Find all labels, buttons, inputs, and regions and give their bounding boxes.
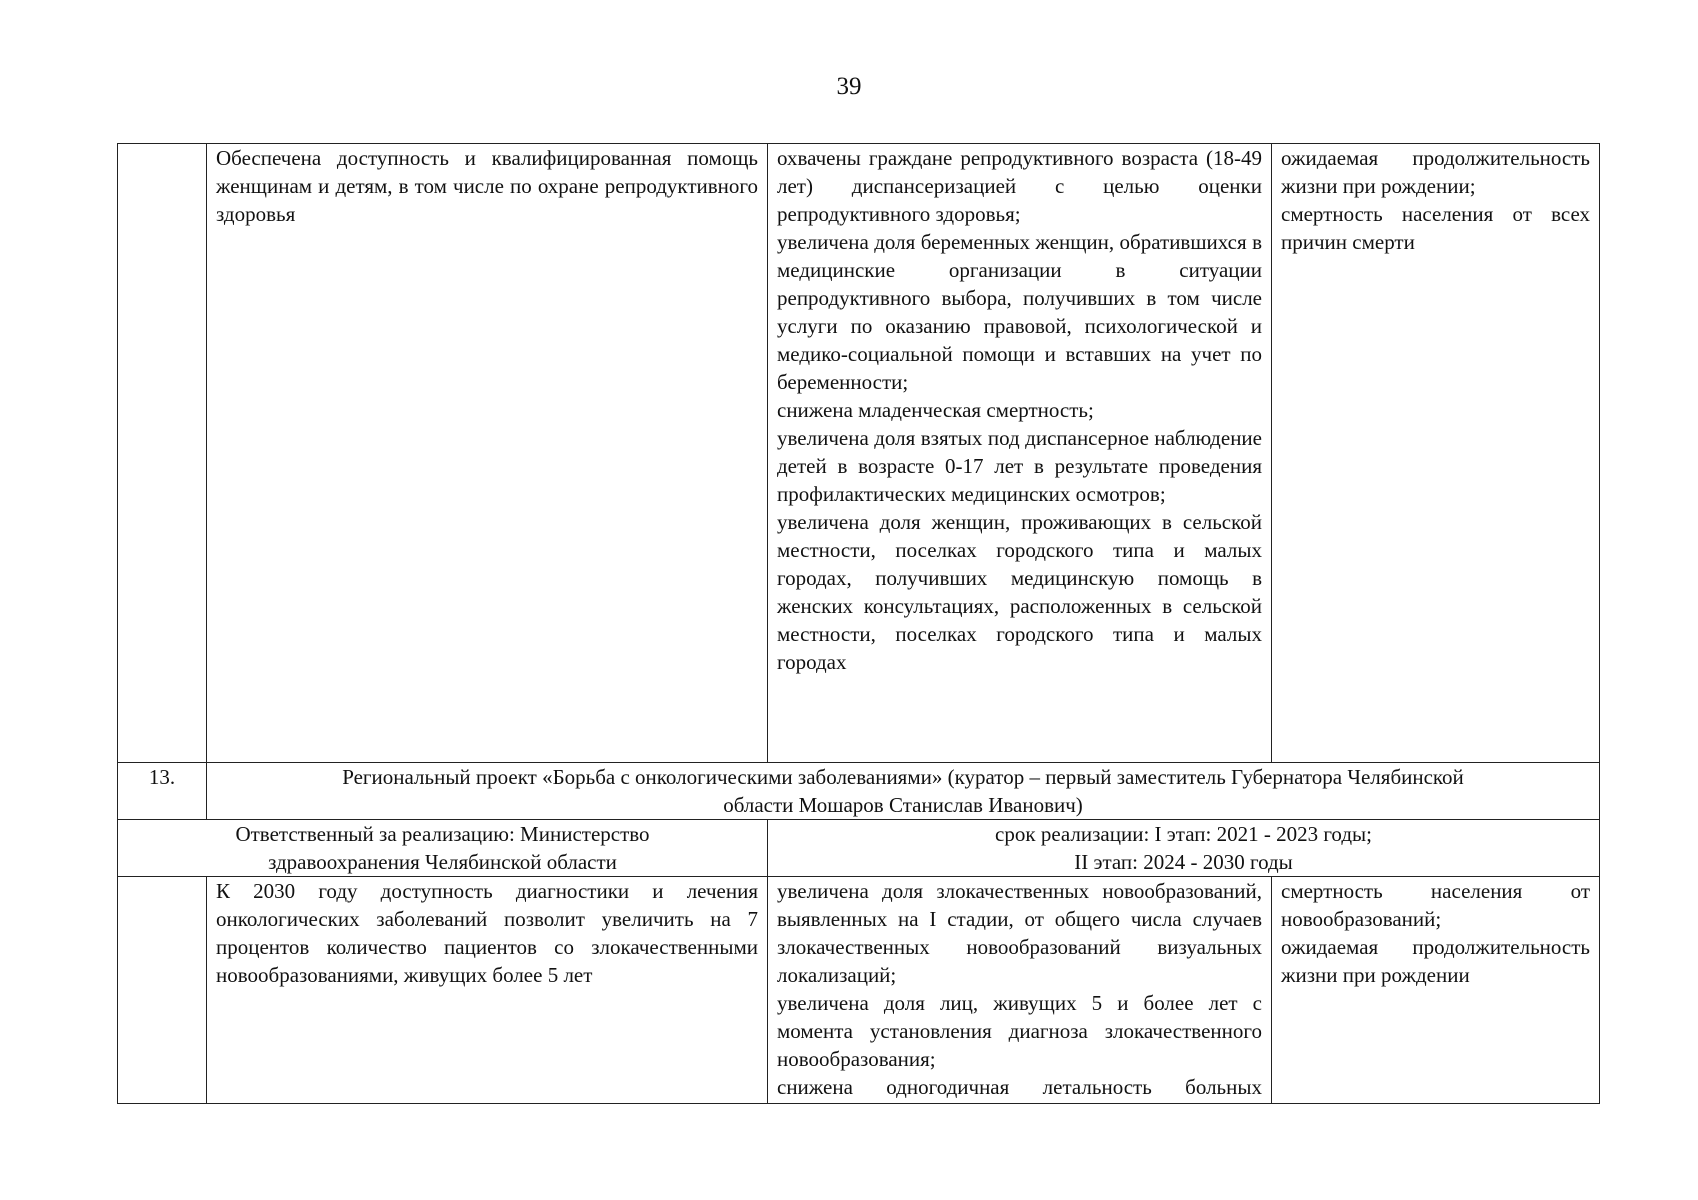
page-number: 39: [836, 73, 862, 100]
responsible-cell: [118, 820, 768, 877]
table-row-continuation: [118, 144, 1600, 763]
result-item: снижена одногодичная летальность больных: [777, 1075, 1262, 1099]
project-meta-row: [118, 820, 1600, 877]
table-row-project-13: [118, 877, 1600, 1104]
goal-cell: [207, 144, 768, 763]
row-number-cell: [118, 877, 207, 1104]
indicator-item: смертность населения от всех причин смерти: [1281, 202, 1590, 254]
indicator-item: смертность населения от новообразований;: [1281, 879, 1590, 931]
project-number: 13.: [118, 763, 207, 820]
term-line: срок реализации: I этап: 2021 - 2023 годы;: [995, 822, 1372, 846]
indicators-cell: [1272, 144, 1600, 763]
responsible-line: здравоохранения Челябинской области: [268, 850, 617, 874]
indicator-item: ожидаемая продолжительность жизни при рождении: [1281, 935, 1590, 987]
indicator-item: ожидаемая продолжительность жизни при рождении;: [1281, 146, 1590, 198]
result-item: увеличена доля лиц, живущих 5 и более лет с момента установления диагноза злокачественного новообразования;: [777, 991, 1262, 1071]
goal-cell: [207, 877, 768, 1104]
result-item: увеличена доля женщин, проживающих в сельской местности, поселках городского типа и малых городах, получивших медицинскую помощь в женских консультациях, расположенных в сельской местности, поселках городского типа и малых городах: [777, 510, 1262, 674]
project-title-line: области Мошаров Станислав Иванович): [723, 793, 1083, 817]
result-item: увеличена доля беременных женщин, обратившихся в медицинские организации в ситуации репродуктивного выбора, получивших в том числе услуги по оказанию правовой, психологической и медико-социальной помощи и вставших на учет по беременности;: [777, 230, 1262, 394]
indicators-cell: [1272, 877, 1600, 1104]
goal-text: К 2030 году доступность диагностики и лечения онкологических заболеваний позволит увеличить на 7 процентов количество пациентов со злокачественными новообразованиями, живущих более 5 лет: [216, 879, 758, 987]
project-title-row: [118, 763, 1600, 820]
row-number-cell: [118, 144, 207, 763]
results-cell: [768, 144, 1272, 763]
result-item: охвачены граждане репродуктивного возраста (18-49 лет) диспансеризацией с целью оценки репродуктивного здоровья;: [777, 146, 1262, 226]
project-title-line: Региональный проект «Борьба с онкологическими заболеваниями» (куратор – первый заместитель Губернатора Челябинской: [342, 765, 1464, 789]
results-cell: [768, 877, 1272, 1104]
program-table: [117, 143, 1600, 1104]
project-title-cell: [207, 763, 1600, 820]
term-cell: [768, 820, 1600, 877]
goal-text: Обеспечена доступность и квалифицированная помощь женщинам и детям, в том числе по охране репродуктивного здоровья: [216, 146, 758, 226]
result-item: увеличена доля злокачественных новообразований, выявленных на I стадии, от общего числа случаев злокачественных новообразований визуальных локализаций;: [777, 879, 1262, 987]
result-item: снижена младенческая смертность;: [777, 398, 1094, 422]
result-item: увеличена доля взятых под диспансерное наблюдение детей в возрасте 0-17 лет в результате проведения профилактических медицинских осмотров;: [777, 426, 1262, 506]
term-line: II этап: 2024 - 2030 годы: [1074, 850, 1293, 874]
responsible-line: Ответственный за реализацию: Министерство: [235, 822, 650, 846]
